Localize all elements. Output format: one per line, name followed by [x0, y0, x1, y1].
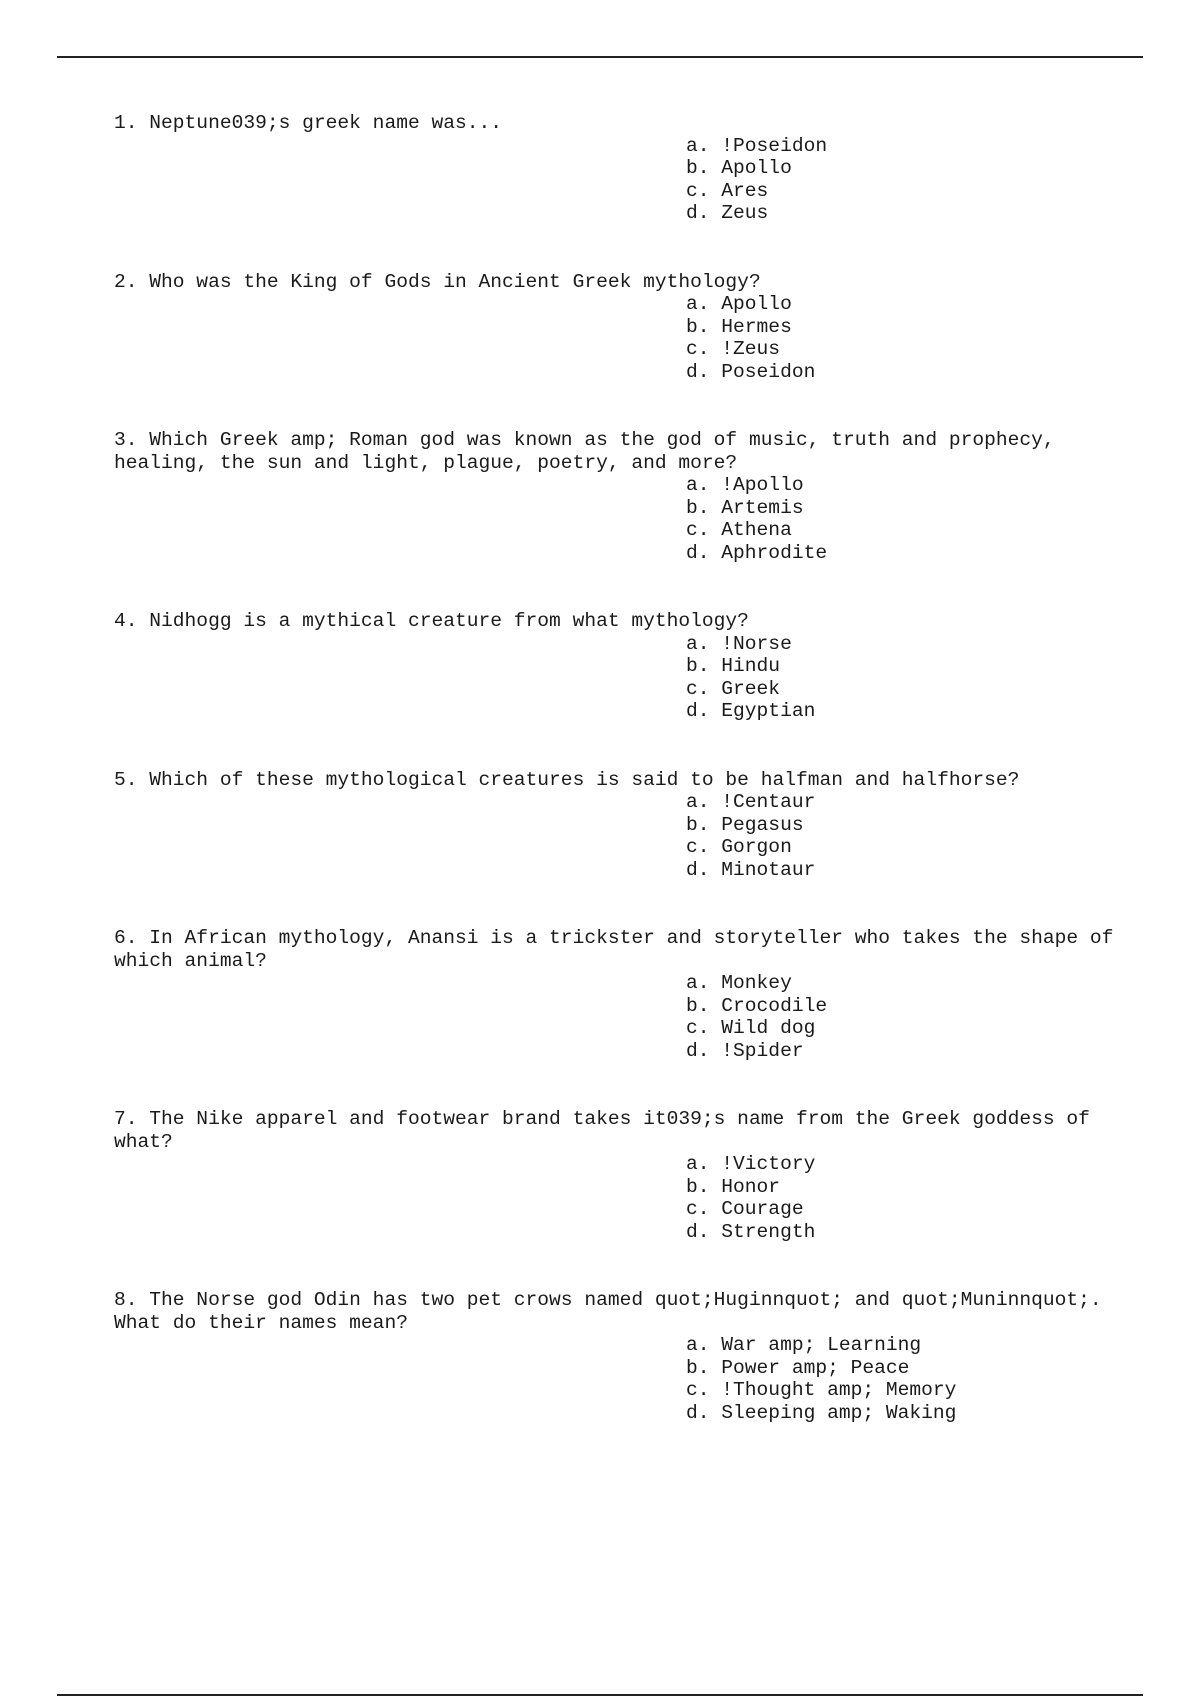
- answer-option: a. !Centaur: [686, 791, 816, 813]
- question-8: [114, 1289, 1124, 1424]
- answer-option: b. Artemis: [686, 496, 804, 519]
- answer-option: b. Hermes: [686, 315, 792, 338]
- bottom-rule: [57, 1694, 1143, 1696]
- answer-option: c. !Zeus: [686, 338, 781, 360]
- answer-options: [114, 293, 1124, 383]
- answer-option: d. Sleeping amp; Waking: [686, 1401, 957, 1424]
- question-text: 2. Who was the King of Gods in Ancient Greek mythology?: [114, 270, 761, 293]
- answer-option: d. Strength: [686, 1220, 816, 1243]
- answer-options: [114, 474, 1124, 564]
- answer-option: d. Minotaur: [686, 858, 816, 881]
- answer-option: c. Gorgon: [686, 836, 792, 858]
- question-text: 1. Neptune039;s greek name was...: [114, 112, 503, 134]
- question-text: 5. Which of these mythological creatures is said to be halfman and halfhorse?: [114, 768, 1020, 791]
- answer-option: a. !Victory: [686, 1153, 816, 1175]
- answer-option: b. Apollo: [686, 157, 792, 179]
- answer-option: c. Athena: [686, 519, 792, 541]
- question-7: [114, 1108, 1124, 1243]
- answer-option: b. Crocodile: [686, 994, 828, 1017]
- question-3: [114, 429, 1124, 564]
- answer-option: a. War amp; Learning: [686, 1334, 922, 1356]
- answer-option: a. Monkey: [686, 972, 792, 994]
- question-text: 8. The Norse god Odin has two pet crows named quot;Huginnquot; and quot;Muninnquot;. What do their names mean?: [114, 1289, 1126, 1334]
- question-text: 4. Nidhogg is a mythical creature from what mythology?: [114, 610, 749, 632]
- answer-option: b. Honor: [686, 1175, 781, 1198]
- question-5: [114, 769, 1124, 882]
- answer-options: [114, 1153, 1124, 1243]
- answer-option: c. Greek: [686, 677, 781, 700]
- answer-option: d. !Spider: [686, 1039, 804, 1062]
- question-6: [114, 927, 1124, 1062]
- answer-options: [114, 791, 1124, 881]
- answer-option: a. !Poseidon: [686, 134, 828, 157]
- answer-option: a. Apollo: [686, 293, 792, 315]
- answer-option: d. Aphrodite: [686, 541, 828, 564]
- answer-options: [114, 972, 1124, 1062]
- top-rule: [57, 56, 1143, 58]
- answer-option: b. Hindu: [686, 655, 781, 677]
- answer-option: c. Wild dog: [686, 1017, 816, 1039]
- question-1: [114, 112, 1124, 225]
- answer-option: b. Pegasus: [686, 813, 804, 836]
- question-4: [114, 610, 1124, 723]
- answer-option: a. !Apollo: [686, 474, 804, 496]
- question-text: 3. Which Greek amp; Roman god was known as the god of music, truth and prophecy, healing, the sun and light, plague, poetry, and more?: [114, 429, 1067, 474]
- question-2: [114, 271, 1124, 384]
- answer-option: d. Zeus: [686, 202, 769, 224]
- answer-options: [114, 633, 1124, 723]
- answer-option: c. Courage: [686, 1198, 804, 1220]
- question-list: [114, 112, 1124, 1424]
- answer-option: d. Egyptian: [686, 700, 816, 722]
- answer-options: [114, 1334, 1124, 1424]
- answer-option: d. Poseidon: [686, 360, 816, 383]
- question-text: 6. In African mythology, Anansi is a trickster and storyteller who takes the shape of which animal?: [114, 927, 1126, 972]
- answer-options: [114, 135, 1124, 225]
- answer-option: c. !Thought amp; Memory: [686, 1379, 957, 1401]
- answer-option: c. Ares: [686, 179, 769, 202]
- answer-option: b. Power amp; Peace: [686, 1356, 910, 1379]
- question-text: 7. The Nike apparel and footwear brand takes it039;s name from the Greek goddess of what?: [114, 1108, 1102, 1153]
- answer-option: a. !Norse: [686, 632, 792, 655]
